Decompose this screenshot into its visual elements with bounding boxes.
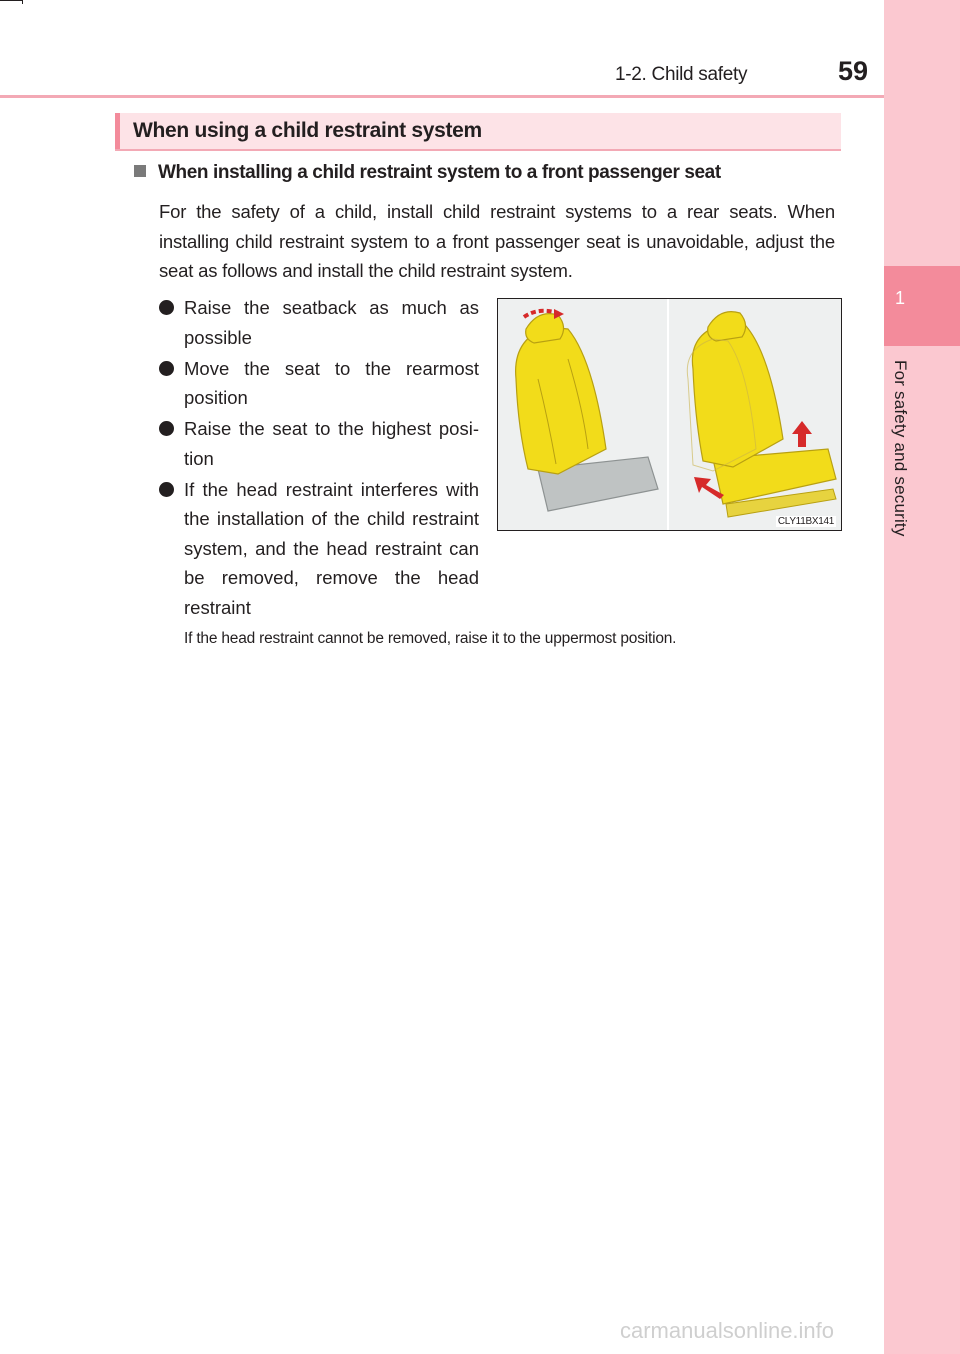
step-text: If the head restraint interferes with the installation of the child restraint system, and the head restraint can be removed, remove the head restraint — [184, 478, 479, 618]
square-bullet-icon — [134, 165, 146, 177]
seat-illustration — [498, 299, 841, 530]
box-heading-accent — [115, 113, 120, 149]
step-text: Raise the seatback as much as possible — [184, 297, 479, 348]
subsection-heading — [134, 162, 721, 184]
list-item — [159, 354, 479, 413]
header-rule — [0, 95, 884, 98]
side-tab — [884, 0, 960, 1354]
section-title: 1-2. Child safety — [615, 64, 748, 85]
bullet-icon — [159, 482, 174, 497]
seat-left-icon — [516, 309, 658, 511]
bullet-icon — [159, 361, 174, 376]
subsection-heading-text: When installing a child restraint system to a front passenger seat — [158, 162, 721, 183]
watermark: carmanualsonline.info — [620, 1318, 835, 1343]
bullet-icon — [159, 421, 174, 436]
chapter-tab[interactable] — [884, 266, 960, 346]
list-item — [159, 293, 479, 352]
page-number: 59 — [838, 56, 869, 86]
chapter-label: For safety and security — [891, 360, 910, 537]
step-text: Raise the seat to the highest posi-tion — [184, 418, 479, 469]
list-item — [159, 414, 479, 473]
steps-list — [159, 293, 479, 624]
list-item — [159, 475, 479, 623]
box-heading-text: When using a child restraint system — [133, 119, 482, 142]
page-header — [0, 0, 884, 98]
note-text: If the head restraint cannot be removed, raise it to the uppermost position. — [184, 630, 677, 647]
step-text: Move the seat to the rearmost position — [184, 357, 479, 408]
figure-id-label: CLY11BX141 — [777, 516, 834, 527]
seat-adjustment-figure — [497, 298, 842, 531]
chapter-number: 1 — [894, 288, 905, 308]
bullet-icon — [159, 300, 174, 315]
box-heading — [115, 113, 841, 151]
seat-right-icon — [687, 312, 836, 517]
intro-paragraph: For the safety of a child, install child restraint systems to a rear seats. When installing child restraint system to a front passenger seat is unavoidable, adjust the seat as follows and install the child restraint system. — [159, 201, 835, 281]
